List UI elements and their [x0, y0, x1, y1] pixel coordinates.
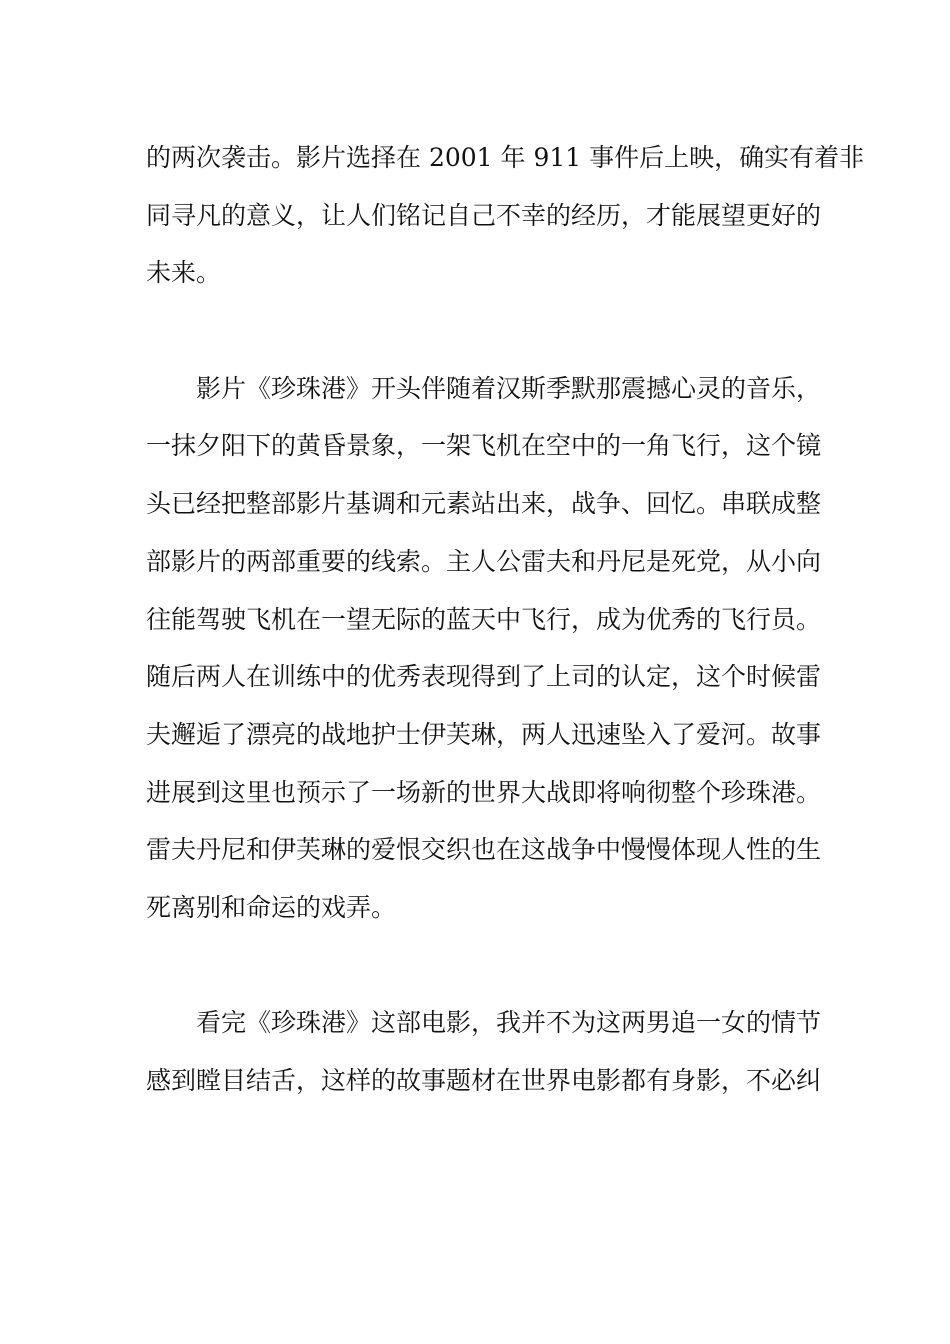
- text-line: 部影片的两部重要的线索。主人公雷夫和丹尼是死党，从小向: [146, 546, 822, 576]
- text-line: 头已经把整部影片基调和元素站出来，战争、回忆。串联成整: [146, 489, 822, 519]
- text-line: 夫邂逅了漂亮的战地护士伊芙琳，两人迅速坠入了爱河。故事: [146, 719, 822, 749]
- blank-line: [146, 302, 806, 360]
- text-line: 的两次袭击。影片选择在 2001 年 911 事件后上映，确实有着非: [146, 143, 865, 172]
- text-line: 随后两人在训练中的优秀表现得到了上司的认定，这个时候雷: [146, 662, 822, 692]
- text-line: 感到瞠目结舌，这样的故事题材在世界电影都有身影，不必纠: [146, 1066, 822, 1095]
- text-line: 未来。: [146, 258, 222, 288]
- paragraph-first-line: 影片《珍珠港》开头伴随着汉斯季默那震撼心灵的音乐，: [196, 373, 822, 403]
- text-line: 雷夫丹尼和伊芙琳的爱恨交织也在这战争中慢慢体现人性的生: [146, 835, 822, 865]
- text-line: 往能驾驶飞机在一望无际的蓝天中飞行，成为优秀的飞行员。: [146, 604, 822, 634]
- paragraph-first-line: 看完《珍珠港》这部电影，我并不为这两男追一女的情节: [196, 1008, 822, 1038]
- document-body: [146, 129, 865, 1110]
- text-line: 一抹夕阳下的黄昏景象，一架飞机在空中的一角飞行，这个镜: [146, 431, 822, 461]
- text-line: 同寻凡的意义，让人们铭记自己不幸的经历，才能展望更好的: [146, 200, 822, 230]
- text-line: 死离别和命运的戏弄。: [146, 892, 397, 922]
- text-line: 进展到这里也预示了一场新的世界大战即将响彻整个珍珠港。: [146, 777, 822, 807]
- blank-line: [146, 937, 806, 995]
